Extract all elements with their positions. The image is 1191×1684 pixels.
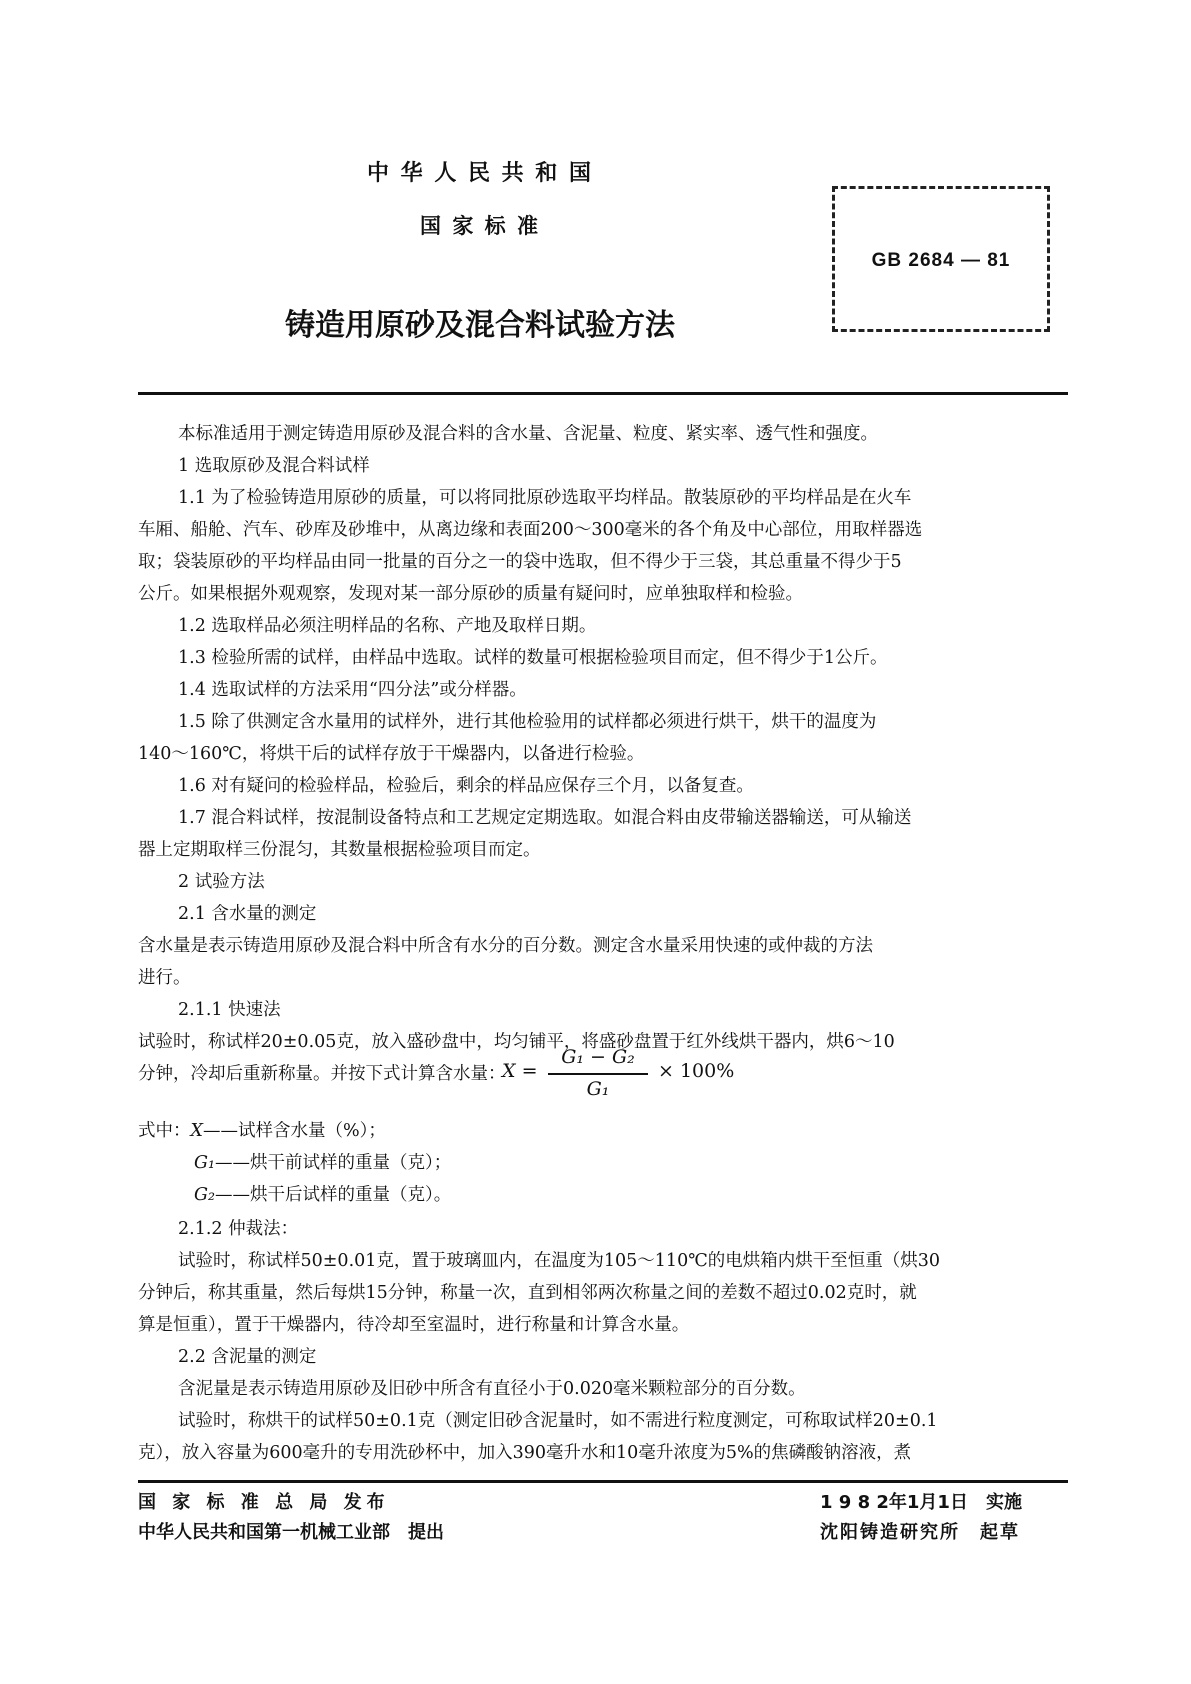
body-line: 2.1 含水量的测定 — [178, 904, 317, 924]
body-line: 1 选取原砂及混合料试样 — [178, 456, 370, 476]
body-line: 算是恒重），置于干燥器内，待冷却至室温时，进行称量和计算含水量。 — [138, 1315, 690, 1335]
body-line: 2 试验方法 — [178, 872, 265, 892]
header-country: 中 华 人 民 共 和 国 — [367, 161, 593, 186]
formula-fraction-bar — [548, 1073, 648, 1075]
body-line: 进行。 — [138, 968, 191, 988]
body-line: 试验时，称烘干的试样50±0.1克（测定旧砂含泥量时，如不需进行粒度测定，可称取试样20±0.1 — [178, 1411, 938, 1431]
body-line: 分钟，冷却后重新称量。并按下式计算含水量： — [138, 1064, 506, 1084]
body-line: 1.4 选取试样的方法采用“四分法”或分样器。 — [178, 680, 527, 700]
standard-code: GB 2684 — 81 — [871, 250, 1011, 271]
body-line: 2.2 含泥量的测定 — [178, 1347, 317, 1367]
body-line: 含水量是表示铸造用原砂及混合料中所含有水分的百分数。测定含水量采用快速的或仲裁的方法 — [138, 936, 873, 956]
formula-numerator: G₁ − G₂ — [561, 1046, 635, 1068]
body-line: 分钟后，称其重量，然后每烘15分钟，称量一次，直到相邻两次称量之间的差数不超过0.02克时，就 — [138, 1283, 917, 1303]
body-line: 140～160℃，将烘干后的试样存放于干燥器内，以备进行检验。 — [138, 744, 645, 764]
body-line: 1.2 选取样品必须注明样品的名称、产地及取样日期。 — [178, 616, 597, 636]
footer-date: 1 9 8 2年1月1日 实施 — [820, 1492, 1022, 1513]
footer-proposer: 中华人民共和国第一机械工业部 提出 — [138, 1522, 444, 1543]
body-line: 2.1.2 仲裁法： — [178, 1219, 299, 1239]
where-g1: G₁——烘干前试样的重量（克）； — [194, 1153, 452, 1173]
body-line: 1.1 为了检验铸造用原砂的质量，可以将同批原砂选取平均样品。散装原砂的平均样品是在火车 — [178, 488, 912, 508]
body-line: 1.7 混合料试样，按混制设备特点和工艺规定定期选取。如混合料由皮带输送器输送，可从输送 — [178, 808, 912, 828]
body-line: 含泥量是表示铸造用原砂及旧砂中所含有直径小于0.020毫米颗粒部分的百分数。 — [178, 1379, 806, 1399]
formula-factor: × 100% — [658, 1060, 735, 1082]
footer-divider — [138, 1480, 1068, 1483]
formula-lhs: X = — [502, 1060, 538, 1082]
formula-denominator: G₁ — [586, 1078, 610, 1100]
body-line: 车厢、船舱、汽车、砂库及砂堆中，从离边缘和表面200～300毫米的各个角及中心部位，用取样器选 — [138, 520, 923, 540]
body-line: 1.5 除了供测定含水量用的试样外，进行其他检验用的试样都必须进行烘干，烘干的温度为 — [178, 712, 877, 732]
body-line: 试验时，称试样50±0.01克，置于玻璃皿内，在温度为105～110℃的电烘箱内烘干至恒重（烘30 — [178, 1251, 941, 1271]
footer-drafter: 沈阳铸造研究所 起草 — [820, 1522, 1020, 1543]
header-divider — [138, 392, 1068, 395]
body-line: 克），放入容量为600毫升的专用洗砂杯中，加入390毫升水和10毫升浓度为5%的焦磷酸钠溶液，煮 — [138, 1443, 912, 1463]
footer-issuer: 国 家 标 准 总 局 发布 — [138, 1492, 390, 1513]
body-line: 公斤。如果根据外观观察，发现对某一部分原砂的质量有疑问时，应单独取样和检验。 — [138, 584, 803, 604]
where-x: 式中：X——试样含水量（%）； — [138, 1121, 386, 1141]
body-line: 取；袋装原砂的平均样品由同一批量的百分之一的袋中选取，但不得少于三袋，其总重量不得少于5 — [138, 552, 902, 572]
where-g2: G₂——烘干后试样的重量（克）。 — [194, 1185, 452, 1205]
document-title: 铸造用原砂及混合料试验方法 — [285, 308, 675, 343]
body-line: 2.1.1 快速法 — [178, 1000, 281, 1020]
body-line: 器上定期取样三份混匀，其数量根据检验项目而定。 — [138, 840, 541, 860]
header-standard-type: 国 家 标 准 — [420, 214, 540, 238]
body-line: 试验时，称试样20±0.05克，放入盛砂盘中，均匀铺平，将盛砂盘置于红外线烘干器内，烘6～10 — [138, 1032, 895, 1052]
body-line: 1.6 对有疑问的检验样品，检验后，剩余的样品应保存三个月，以备复查。 — [178, 776, 754, 796]
body-line: 1.3 检验所需的试样，由样品中选取。试样的数量可根据检验项目而定，但不得少于1公斤。 — [178, 648, 888, 668]
body-line: 本标准适用于测定铸造用原砂及混合料的含水量、含泥量、粒度、紧实率、透气性和强度。 — [178, 424, 878, 444]
